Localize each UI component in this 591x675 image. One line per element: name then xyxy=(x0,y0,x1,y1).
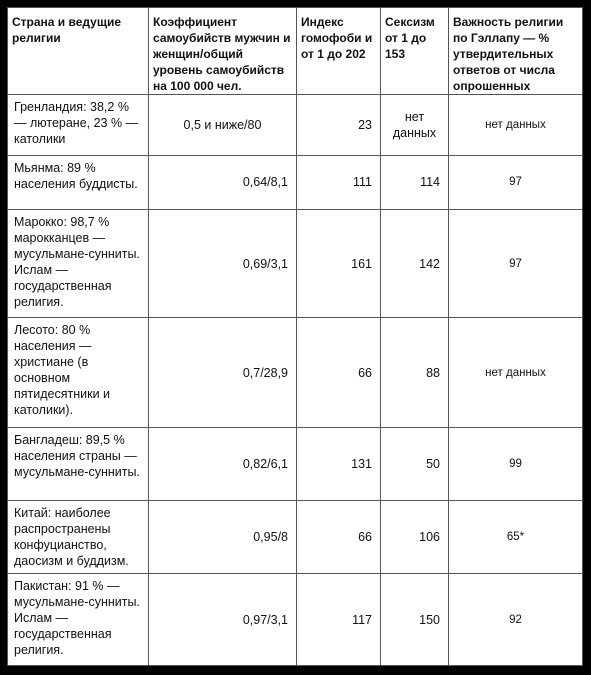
religion-statistics-table xyxy=(7,7,583,666)
cell-religion-importance: 65* xyxy=(449,501,583,574)
cell-suicide-rate: 0,5 и ниже/80 xyxy=(149,95,297,156)
cell-country: Гренландия: 38,2 % — лютеране, 23 % — католики xyxy=(8,95,149,156)
cell-homophobia-index: 111 xyxy=(297,155,381,210)
cell-homophobia-index: 161 xyxy=(297,210,381,318)
cell-sexism: нет данных xyxy=(381,95,449,156)
cell-homophobia-index: 23 xyxy=(297,95,381,156)
cell-country: Пакистан: 91 % — мусульмане-сунниты. Ислам — государственная религия. xyxy=(8,574,149,666)
header-homophobia-index: Индекс гомофоби и от 1 до 202 xyxy=(297,8,381,95)
cell-suicide-rate: 0,82/6,1 xyxy=(149,428,297,501)
table-row xyxy=(8,210,583,318)
cell-homophobia-index: 66 xyxy=(297,501,381,574)
cell-homophobia-index: 117 xyxy=(297,574,381,666)
cell-religion-importance: 97 xyxy=(449,210,583,318)
cell-sexism: 106 xyxy=(381,501,449,574)
cell-sexism: 50 xyxy=(381,428,449,501)
cell-country: Лесото: 80 % населения — христиане (в основном пятидесятники и католики). xyxy=(8,318,149,428)
cell-suicide-rate: 0,64/8,1 xyxy=(149,155,297,210)
cell-sexism: 142 xyxy=(381,210,449,318)
header-country: Страна и ведущие религии xyxy=(8,8,149,95)
cell-religion-importance: 99 xyxy=(449,428,583,501)
cell-religion-importance: 92 xyxy=(449,574,583,666)
table-row xyxy=(8,574,583,666)
table-row xyxy=(8,155,583,210)
cell-sexism: 114 xyxy=(381,155,449,210)
cell-sexism: 88 xyxy=(381,318,449,428)
header-sexism: Сексизм от 1 до 153 xyxy=(381,8,449,95)
cell-religion-importance: нет данных xyxy=(449,318,583,428)
header-religion-importance: Важность религии по Гэллапу — % утвердительных ответов от числа опрошенных xyxy=(449,8,583,95)
cell-religion-importance: нет данных xyxy=(449,95,583,156)
cell-country: Бангладеш: 89,5 % населения страны — мусульмане-сунниты. xyxy=(8,428,149,501)
cell-religion-importance: 97 xyxy=(449,155,583,210)
table-row xyxy=(8,318,583,428)
cell-country: Мьянма: 89 % населения буддисты. xyxy=(8,155,149,210)
cell-country: Китай: наиболее распространены конфуцианство, даосизм и буддизм. xyxy=(8,501,149,574)
cell-country: Марокко: 98,7 % марокканцев — мусульмане-сунниты. Ислам — государственная религия. xyxy=(8,210,149,318)
cell-homophobia-index: 131 xyxy=(297,428,381,501)
cell-suicide-rate: 0,97/3,1 xyxy=(149,574,297,666)
table-row xyxy=(8,428,583,501)
cell-suicide-rate: 0,69/3,1 xyxy=(149,210,297,318)
cell-suicide-rate: 0,7/28,9 xyxy=(149,318,297,428)
header-suicide-rate: Коэффициент самоубийств мужчин и женщин/общий уровень самоубийств на 100 000 чел. xyxy=(149,8,297,95)
table-row xyxy=(8,95,583,156)
cell-sexism: 150 xyxy=(381,574,449,666)
table-row xyxy=(8,501,583,574)
cell-suicide-rate: 0,95/8 xyxy=(149,501,297,574)
cell-homophobia-index: 66 xyxy=(297,318,381,428)
header-row xyxy=(8,8,583,95)
